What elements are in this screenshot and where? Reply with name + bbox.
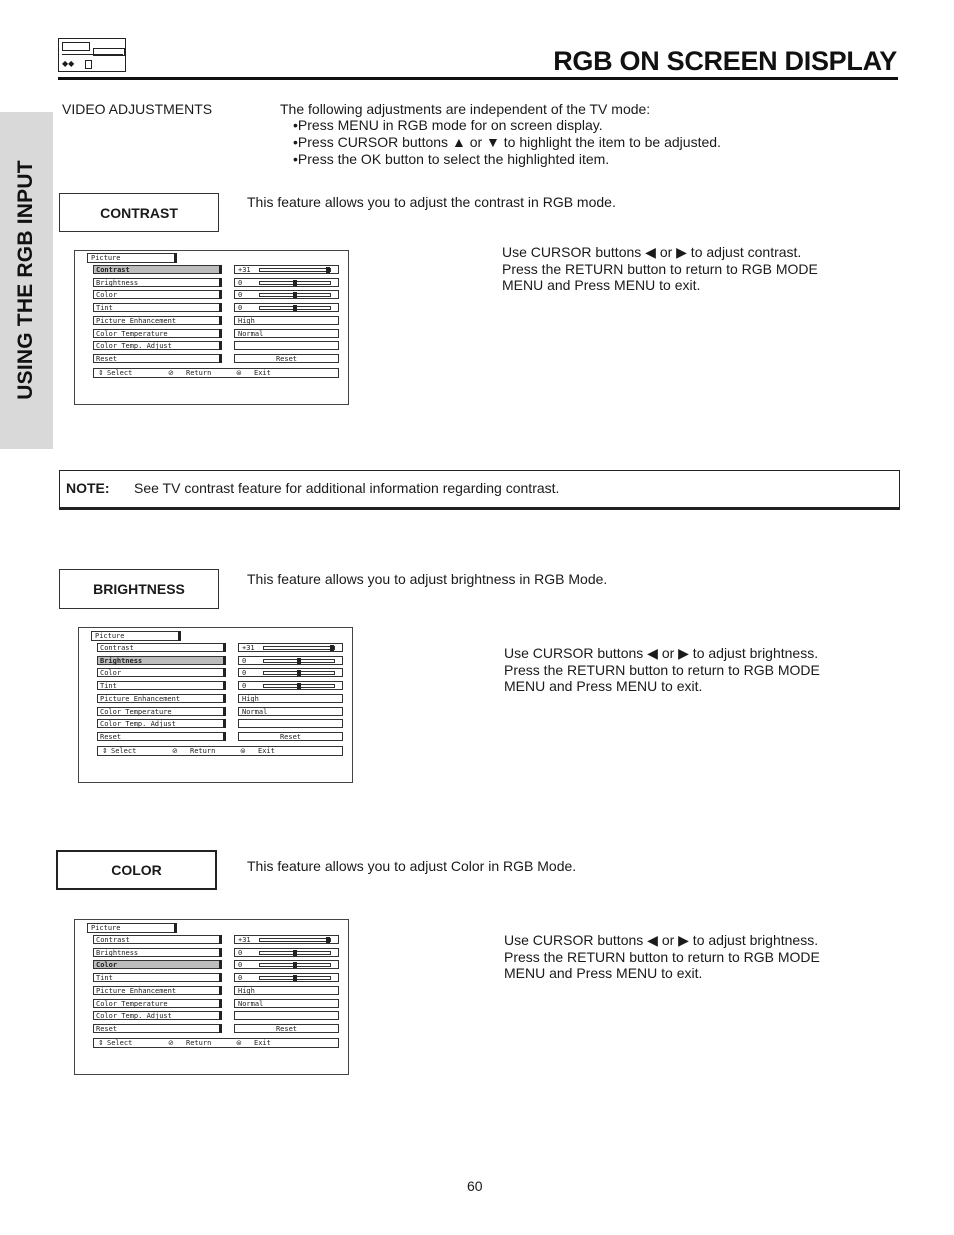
footer-select-label: Select — [111, 746, 137, 755]
osd-menu-item — [97, 694, 224, 703]
osd-value-text: +31 — [238, 266, 251, 274]
osd-menu-value — [234, 960, 339, 969]
osd-menu-item-label: Color Temperature — [96, 329, 168, 338]
instruction-line: MENU and Press MENU to exit. — [504, 965, 703, 981]
section-description: This feature allows you to adjust the contrast in RGB mode. — [247, 194, 616, 210]
footer-exit-label: Exit — [254, 368, 271, 377]
osd-slider-track — [259, 306, 331, 310]
osd-slider-track — [259, 963, 331, 967]
osd-value-text: 0 — [238, 291, 243, 300]
osd-title — [87, 923, 175, 933]
osd-value-text: 0 — [238, 974, 243, 983]
intro-bullet: •Press the OK button to select the highlighted item. — [293, 151, 610, 167]
osd-reset-button: Reset — [275, 354, 298, 363]
osd-slider-track — [263, 659, 335, 663]
return-icon: ⊘ — [168, 1038, 174, 1047]
section-instructions — [504, 932, 857, 982]
footer-select-label: Select — [107, 1038, 133, 1047]
osd-title — [87, 253, 175, 263]
page-title: RGB ON SCREEN DISPLAY — [553, 46, 897, 76]
osd-menu-item — [93, 278, 220, 287]
footer-return-label: Return — [190, 746, 216, 755]
osd-menu-item — [93, 948, 220, 957]
osd-menu-value — [234, 1024, 339, 1033]
osd-menu-item — [93, 354, 220, 363]
osd-menu-item — [93, 303, 220, 312]
section-label: CONTRAST — [100, 204, 178, 221]
return-icon: ⊘ — [168, 368, 174, 377]
osd-value-text: +31 — [242, 644, 255, 652]
osd-slider-knob — [297, 683, 301, 689]
osd-menu-item — [93, 999, 220, 1008]
osd-menu-item — [93, 935, 220, 944]
osd-screen-contrast — [74, 250, 349, 405]
osd-value-text: 0 — [242, 669, 247, 678]
intro-heading: VIDEO ADJUSTMENTS — [62, 101, 213, 117]
osd-slider-knob — [326, 937, 330, 943]
osd-menu-item-label: Tint — [96, 974, 113, 983]
osd-menu-item-label: Tint — [100, 682, 117, 691]
osd-menu-item-label: Brightness — [100, 656, 143, 665]
osd-menu-value — [234, 935, 339, 944]
note-text: See TV contrast feature for additional information regarding contrast. — [134, 480, 560, 496]
osd-menu-value — [234, 1011, 339, 1020]
osd-menu-value — [234, 329, 339, 338]
intro-bullet: •Press CURSOR buttons ▲ or ▼ to highlight the item to be adjusted. — [293, 134, 721, 150]
section-description: This feature allows you to adjust brightness in RGB Mode. — [247, 571, 608, 587]
osd-footer — [93, 368, 339, 378]
section-description: This feature allows you to adjust Color in RGB Mode. — [247, 858, 577, 874]
osd-value-text: Normal — [238, 999, 264, 1008]
osd-menu-item — [97, 668, 224, 677]
osd-value-text: +31 — [238, 936, 251, 944]
osd-menu-item — [93, 316, 220, 325]
footer-exit-label: Exit — [254, 1038, 271, 1047]
osd-value-text: 0 — [242, 656, 247, 665]
osd-title-text: Picture — [95, 632, 125, 640]
osd-value-text: 0 — [242, 682, 247, 691]
osd-slider-knob — [293, 950, 297, 956]
osd-menu-item-label: Color — [96, 291, 118, 300]
intro-bullet: •Press MENU in RGB mode for on screen display. — [293, 117, 603, 133]
osd-menu-item — [93, 265, 220, 274]
osd-reset-button: Reset — [279, 732, 302, 741]
osd-menu-item — [97, 732, 224, 741]
page-number: 60 — [467, 1178, 483, 1194]
osd-slider-track — [259, 938, 331, 942]
osd-footer — [97, 746, 343, 756]
manual-logo-icon: ◆◆ — [58, 38, 126, 72]
osd-title-text: Picture — [91, 254, 121, 262]
osd-menu-item-label: Color — [96, 961, 118, 970]
instruction-line: MENU and Press MENU to exit. — [502, 277, 701, 293]
osd-menu-item-label: Picture Enhancement — [96, 316, 177, 325]
osd-menu-value — [234, 290, 339, 299]
osd-slider-knob — [293, 280, 297, 286]
osd-menu-value — [234, 278, 339, 287]
osd-menu-item — [97, 656, 224, 665]
osd-slider-track — [259, 268, 331, 272]
section-label: COLOR — [111, 862, 162, 878]
osd-menu-item — [93, 960, 220, 969]
osd-menu-value — [238, 732, 343, 741]
instruction-line: Press the RETURN button to return to RGB MODE — [504, 661, 820, 678]
osd-slider-knob — [293, 292, 297, 298]
osd-menu-item — [93, 341, 220, 350]
osd-menu-item-label: Color Temp. Adjust — [96, 1012, 172, 1021]
osd-slider-knob — [293, 305, 297, 311]
instruction-line: Use CURSOR buttons ◀ or ▶ to adjust brightness. — [504, 645, 819, 661]
osd-slider-track — [259, 293, 331, 297]
osd-slider-knob — [297, 670, 301, 676]
osd-menu-item-label: Reset — [96, 1024, 118, 1033]
select-arrows-icon: ⇕ — [98, 368, 104, 377]
osd-value-text: 0 — [238, 961, 243, 970]
osd-menu-item-label: Color — [100, 669, 122, 678]
osd-value-text: 0 — [238, 278, 243, 287]
instruction-line: Use CURSOR buttons ◀ or ▶ to adjust contrast. — [502, 244, 802, 260]
osd-value-text: Normal — [242, 707, 268, 716]
osd-title-text: Picture — [91, 924, 121, 932]
osd-menu-item-label: Brightness — [96, 278, 139, 287]
osd-slider-track — [259, 281, 331, 285]
osd-slider-knob — [293, 975, 297, 981]
color-label-box — [56, 850, 217, 890]
osd-title — [91, 631, 179, 641]
osd-screen-brightness — [78, 627, 353, 783]
osd-menu-value — [234, 265, 339, 274]
section-instructions — [504, 645, 857, 695]
osd-menu-value — [238, 694, 343, 703]
osd-footer — [93, 1038, 339, 1048]
osd-menu-item-label: Reset — [96, 354, 118, 363]
osd-slider-knob — [326, 267, 330, 273]
osd-menu-item — [97, 681, 224, 690]
section-label: BRIGHTNESS — [93, 581, 185, 597]
osd-menu-item-label: Color Temp. Adjust — [96, 342, 172, 351]
footer-exit-label: Exit — [258, 746, 275, 755]
osd-menu-item-label: Contrast — [96, 936, 130, 944]
osd-menu-item-label: Contrast — [100, 644, 134, 652]
footer-return-label: Return — [186, 1038, 212, 1047]
note-label: NOTE: — [66, 480, 110, 496]
header-rule — [58, 77, 898, 80]
osd-menu-item-label: Contrast — [96, 266, 130, 274]
osd-menu-item-label: Brightness — [96, 948, 139, 957]
note-box — [59, 470, 900, 510]
osd-value-text: 0 — [238, 948, 243, 957]
instruction-line: Press the RETURN button to return to RGB MODE — [504, 948, 820, 965]
osd-menu-item-label: Picture Enhancement — [96, 986, 177, 995]
instruction-line: Press the RETURN button to return to RGB MODE — [502, 260, 818, 277]
osd-value-text: Normal — [238, 329, 264, 338]
osd-slider-track — [263, 646, 335, 650]
osd-menu-value — [234, 341, 339, 350]
exit-icon: ⊜ — [240, 746, 246, 755]
return-icon: ⊘ — [172, 746, 178, 755]
brightness-label-box — [59, 569, 219, 609]
osd-menu-item-label: Reset — [100, 732, 122, 741]
osd-menu-item-label: Color Temp. Adjust — [100, 720, 176, 729]
osd-menu-item-label: Tint — [96, 304, 113, 313]
select-arrows-icon: ⇕ — [102, 746, 108, 755]
exit-icon: ⊜ — [236, 1038, 242, 1047]
osd-menu-value — [234, 986, 339, 995]
osd-menu-item — [97, 707, 224, 716]
select-arrows-icon: ⇕ — [98, 1038, 104, 1047]
osd-menu-item — [93, 973, 220, 982]
footer-select-label: Select — [107, 368, 133, 377]
osd-slider-knob — [297, 658, 301, 664]
osd-menu-item-label: Color Temperature — [96, 999, 168, 1008]
osd-menu-item — [93, 290, 220, 299]
osd-screen-color — [74, 919, 349, 1075]
osd-menu-value — [238, 668, 343, 677]
osd-menu-value — [234, 316, 339, 325]
osd-menu-value — [234, 354, 339, 363]
instruction-line: MENU and Press MENU to exit. — [504, 678, 703, 694]
osd-menu-item — [93, 986, 220, 995]
osd-slider-track — [259, 976, 331, 980]
osd-slider-knob — [293, 962, 297, 968]
osd-slider-knob — [330, 645, 334, 651]
side-tab — [0, 112, 53, 449]
footer-return-label: Return — [186, 368, 212, 377]
osd-slider-track — [263, 671, 335, 675]
instruction-line: Use CURSOR buttons ◀ or ▶ to adjust brightness. — [504, 932, 819, 948]
osd-menu-value — [234, 999, 339, 1008]
osd-menu-item — [97, 719, 224, 728]
osd-slider-track — [259, 951, 331, 955]
osd-menu-item — [93, 329, 220, 338]
osd-menu-item — [93, 1011, 220, 1020]
osd-value-text: 0 — [238, 304, 243, 313]
osd-menu-value — [238, 643, 343, 652]
section-instructions — [502, 244, 832, 294]
exit-icon: ⊜ — [236, 368, 242, 377]
osd-menu-item — [93, 1024, 220, 1033]
intro-lead: The following adjustments are independent of the TV mode: — [280, 101, 651, 117]
osd-menu-item — [97, 643, 224, 652]
osd-menu-value — [238, 707, 343, 716]
osd-menu-value — [238, 719, 343, 728]
osd-value-text: High — [238, 316, 255, 325]
contrast-label-box — [59, 193, 219, 232]
osd-menu-value — [238, 681, 343, 690]
osd-value-text: High — [242, 694, 259, 703]
osd-reset-button: Reset — [275, 1024, 298, 1033]
osd-menu-item-label: Picture Enhancement — [100, 694, 181, 703]
osd-menu-value — [234, 303, 339, 312]
osd-slider-track — [263, 684, 335, 688]
osd-menu-value — [234, 948, 339, 957]
osd-menu-value — [238, 656, 343, 665]
osd-value-text: High — [238, 986, 255, 995]
osd-menu-value — [234, 973, 339, 982]
osd-menu-item-label: Color Temperature — [100, 707, 172, 716]
side-tab-label: USING THE RGB INPUT — [14, 160, 37, 400]
